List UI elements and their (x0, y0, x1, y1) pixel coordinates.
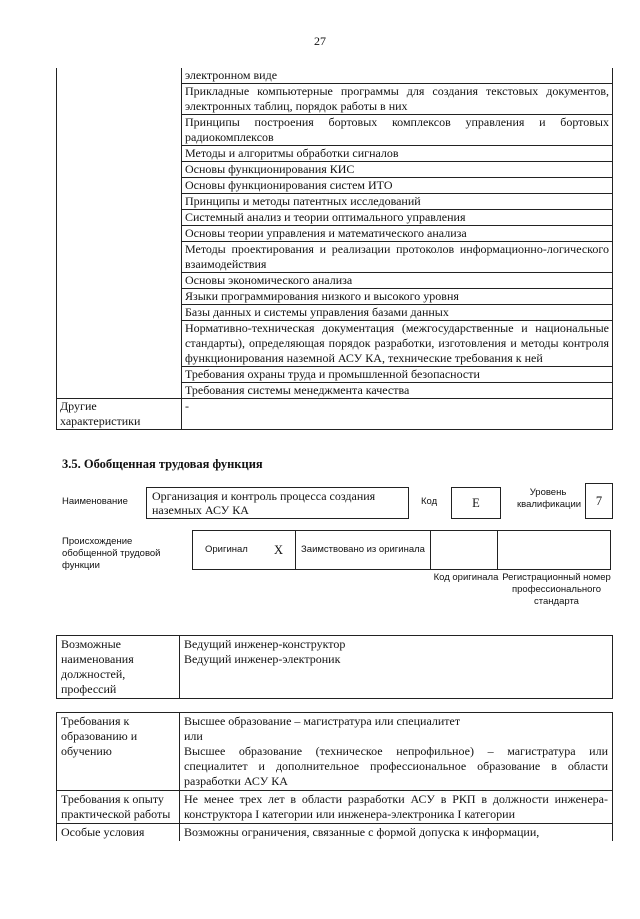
knowledge-item: Основы теории управления и математического анализа (182, 226, 613, 242)
knowledge-label-cell (57, 68, 182, 399)
knowledge-item: электронном виде (182, 68, 613, 84)
special-label: Особые условия (57, 824, 180, 842)
knowledge-row (57, 68, 613, 84)
positions-row (57, 636, 613, 699)
position-item: Ведущий инженер-электроник (184, 652, 341, 666)
reg-number-label: Регистрационный номер профессионального стандарта (502, 572, 611, 607)
special-value: Возможны ограничения, связанные с формой допуска к информации, (180, 824, 613, 842)
education-line: или (184, 729, 203, 743)
original-mark: X (273, 542, 283, 557)
other-characteristics-label: Другие характеристики (57, 399, 182, 430)
knowledge-item: Принципы и методы патентных исследований (182, 194, 613, 210)
other-characteristics-row (57, 399, 613, 430)
knowledge-item: Принципы построения бортовых комплексов управления и бортовых радиокомплексов (182, 115, 613, 146)
experience-label: Требования к опыту практической работы (57, 791, 180, 824)
knowledge-continuation-table (56, 68, 613, 430)
origin-row (193, 530, 613, 570)
knowledge-item: Методы и алгоритмы обработки сигналов (182, 146, 613, 162)
education-line: Высшее образование – магистратура или специалитет (184, 714, 461, 728)
requirements-table (56, 712, 613, 841)
code-label: Код (421, 496, 438, 507)
code-original-cell (430, 530, 498, 570)
knowledge-item: Основы экономического анализа (182, 273, 613, 289)
code-original-label: Код оригинала (433, 572, 499, 583)
education-row (57, 713, 613, 791)
knowledge-item: Основы функционирования систем ИТО (182, 178, 613, 194)
qualification-level-box: 7 (585, 483, 613, 519)
knowledge-item: Требования системы менеджмента качества (182, 383, 613, 399)
page-number: 27 (314, 34, 326, 48)
knowledge-item: Методы проектирования и реализации протоколов информационно-логического взаимодействия (182, 242, 613, 273)
origin-label: Происхождение обобщенной трудовой функции (62, 536, 161, 571)
knowledge-item: Нормативно-техническая документация (межгосударственные и национальные стандарты), определяющая порядок разработки, изготовления и методы контроля функционирования наземной АСУ КА, технические требования к ней (182, 321, 613, 367)
other-characteristics-value: - (182, 399, 613, 430)
special-conditions-row (57, 824, 613, 842)
education-values (180, 713, 613, 791)
position-item: Ведущий инженер-конструктор (184, 637, 346, 651)
function-name-box: Организация и контроль процесса создания наземных АСУ КА (146, 487, 409, 519)
knowledge-item: Прикладные компьютерные программы для создания текстовых документов, электронных таблиц, порядок работы в них (182, 84, 613, 115)
original-cell (192, 530, 296, 570)
knowledge-item: Базы данных и системы управления базами данных (182, 305, 613, 321)
knowledge-item: Требования охраны труда и промышленной безопасности (182, 367, 613, 383)
reg-number-cell (497, 530, 611, 570)
positions-table (56, 635, 613, 699)
knowledge-item: Системный анализ и теории оптимального управления (182, 210, 613, 226)
section-title: 3.5. Обобщенная трудовая функция (62, 457, 263, 471)
borrowed-label: Заимствовано из оригинала (295, 530, 431, 570)
naming-label: Наименование (62, 496, 128, 507)
education-label: Требования к образованию и обучению (57, 713, 180, 791)
knowledge-item: Основы функционирования КИС (182, 162, 613, 178)
experience-value: Не менее трех лет в области разработки АСУ в РКП в должности инженера-конструктора I категории или инженера-электроника I категории (180, 791, 613, 824)
positions-values (180, 636, 613, 699)
qualification-level-label: Уровень квалификации (517, 487, 582, 510)
original-label: Оригинал (205, 544, 248, 555)
knowledge-item: Языки программирования низкого и высокого уровня (182, 289, 613, 305)
education-line: Высшее образование (техническое непрофильное) – магистратура или специалитет и дополнительное профессиональное образование в области разработки АСУ КА (184, 744, 608, 788)
experience-row (57, 791, 613, 824)
positions-label: Возможные наименования должностей, профессий (57, 636, 180, 699)
code-value-box: E (451, 487, 501, 519)
